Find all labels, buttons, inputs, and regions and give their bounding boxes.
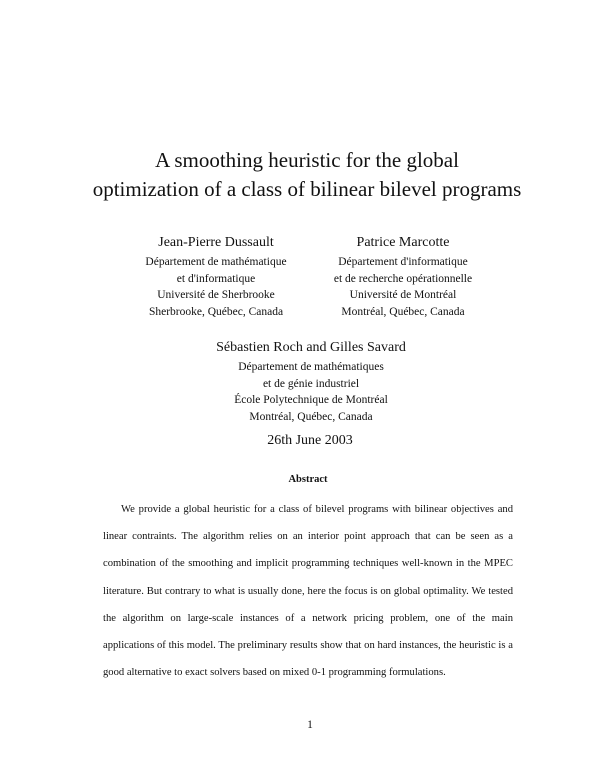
paper-title xyxy=(60,146,554,204)
affiliation-line: et d'informatique xyxy=(176,272,256,285)
affiliation-line: École Polytechnique de Montréal xyxy=(234,394,388,406)
affiliation-line: Université de Montréal xyxy=(349,289,457,301)
author-name: Sébastien Roch and Gilles Savard xyxy=(216,340,406,355)
author-block-roch-savard xyxy=(196,338,426,425)
affiliation-line: et de génie industriel xyxy=(262,377,360,390)
affiliation-line: Département d'informatique xyxy=(338,256,468,268)
author-name: Jean-Pierre Dussault xyxy=(158,235,274,250)
title-line-2: optimization of a class of bilinear bilevel programs xyxy=(92,177,522,201)
abstract-heading: Abstract xyxy=(288,474,328,485)
affiliation-line: et de recherche opérationnelle xyxy=(333,272,473,285)
abstract-text: We provide a global heuristic for a class of bilevel programs with bilinear objectives and linear contraints. The algorithm relies on an interior point approach that can be seen as a combination of the smoothing and implicit programming techniques well-known in the MPEC literature. But contrary to what is usually done, here the focus is on global optimality. We tested the algorithm on large-scale instances of a network pricing problem, one of the main applications of this model. The preliminary results show that on hard instances, the heuristic is a good alternative to exact solvers based on mixed 0-1 programming formulations. xyxy=(103,504,513,679)
author-name: Patrice Marcotte xyxy=(356,235,450,250)
affiliation-line: Département de mathématique xyxy=(145,256,287,268)
title-line-1: A smoothing heuristic for the global xyxy=(155,148,459,172)
affiliation-line: Département de mathématiques xyxy=(238,361,384,373)
affiliation-line: Montréal, Québec, Canada xyxy=(249,410,373,423)
author-block-marcotte xyxy=(318,233,488,320)
page-number: 1 xyxy=(307,719,313,731)
affiliation-line: Montréal, Québec, Canada xyxy=(341,305,465,318)
author-block-dussault xyxy=(116,233,316,320)
paper-date: 26th June 2003 xyxy=(267,433,353,448)
affiliation-line: Université de Sherbrooke xyxy=(157,289,275,301)
affiliation-line: Sherbrooke, Québec, Canada xyxy=(148,305,284,318)
